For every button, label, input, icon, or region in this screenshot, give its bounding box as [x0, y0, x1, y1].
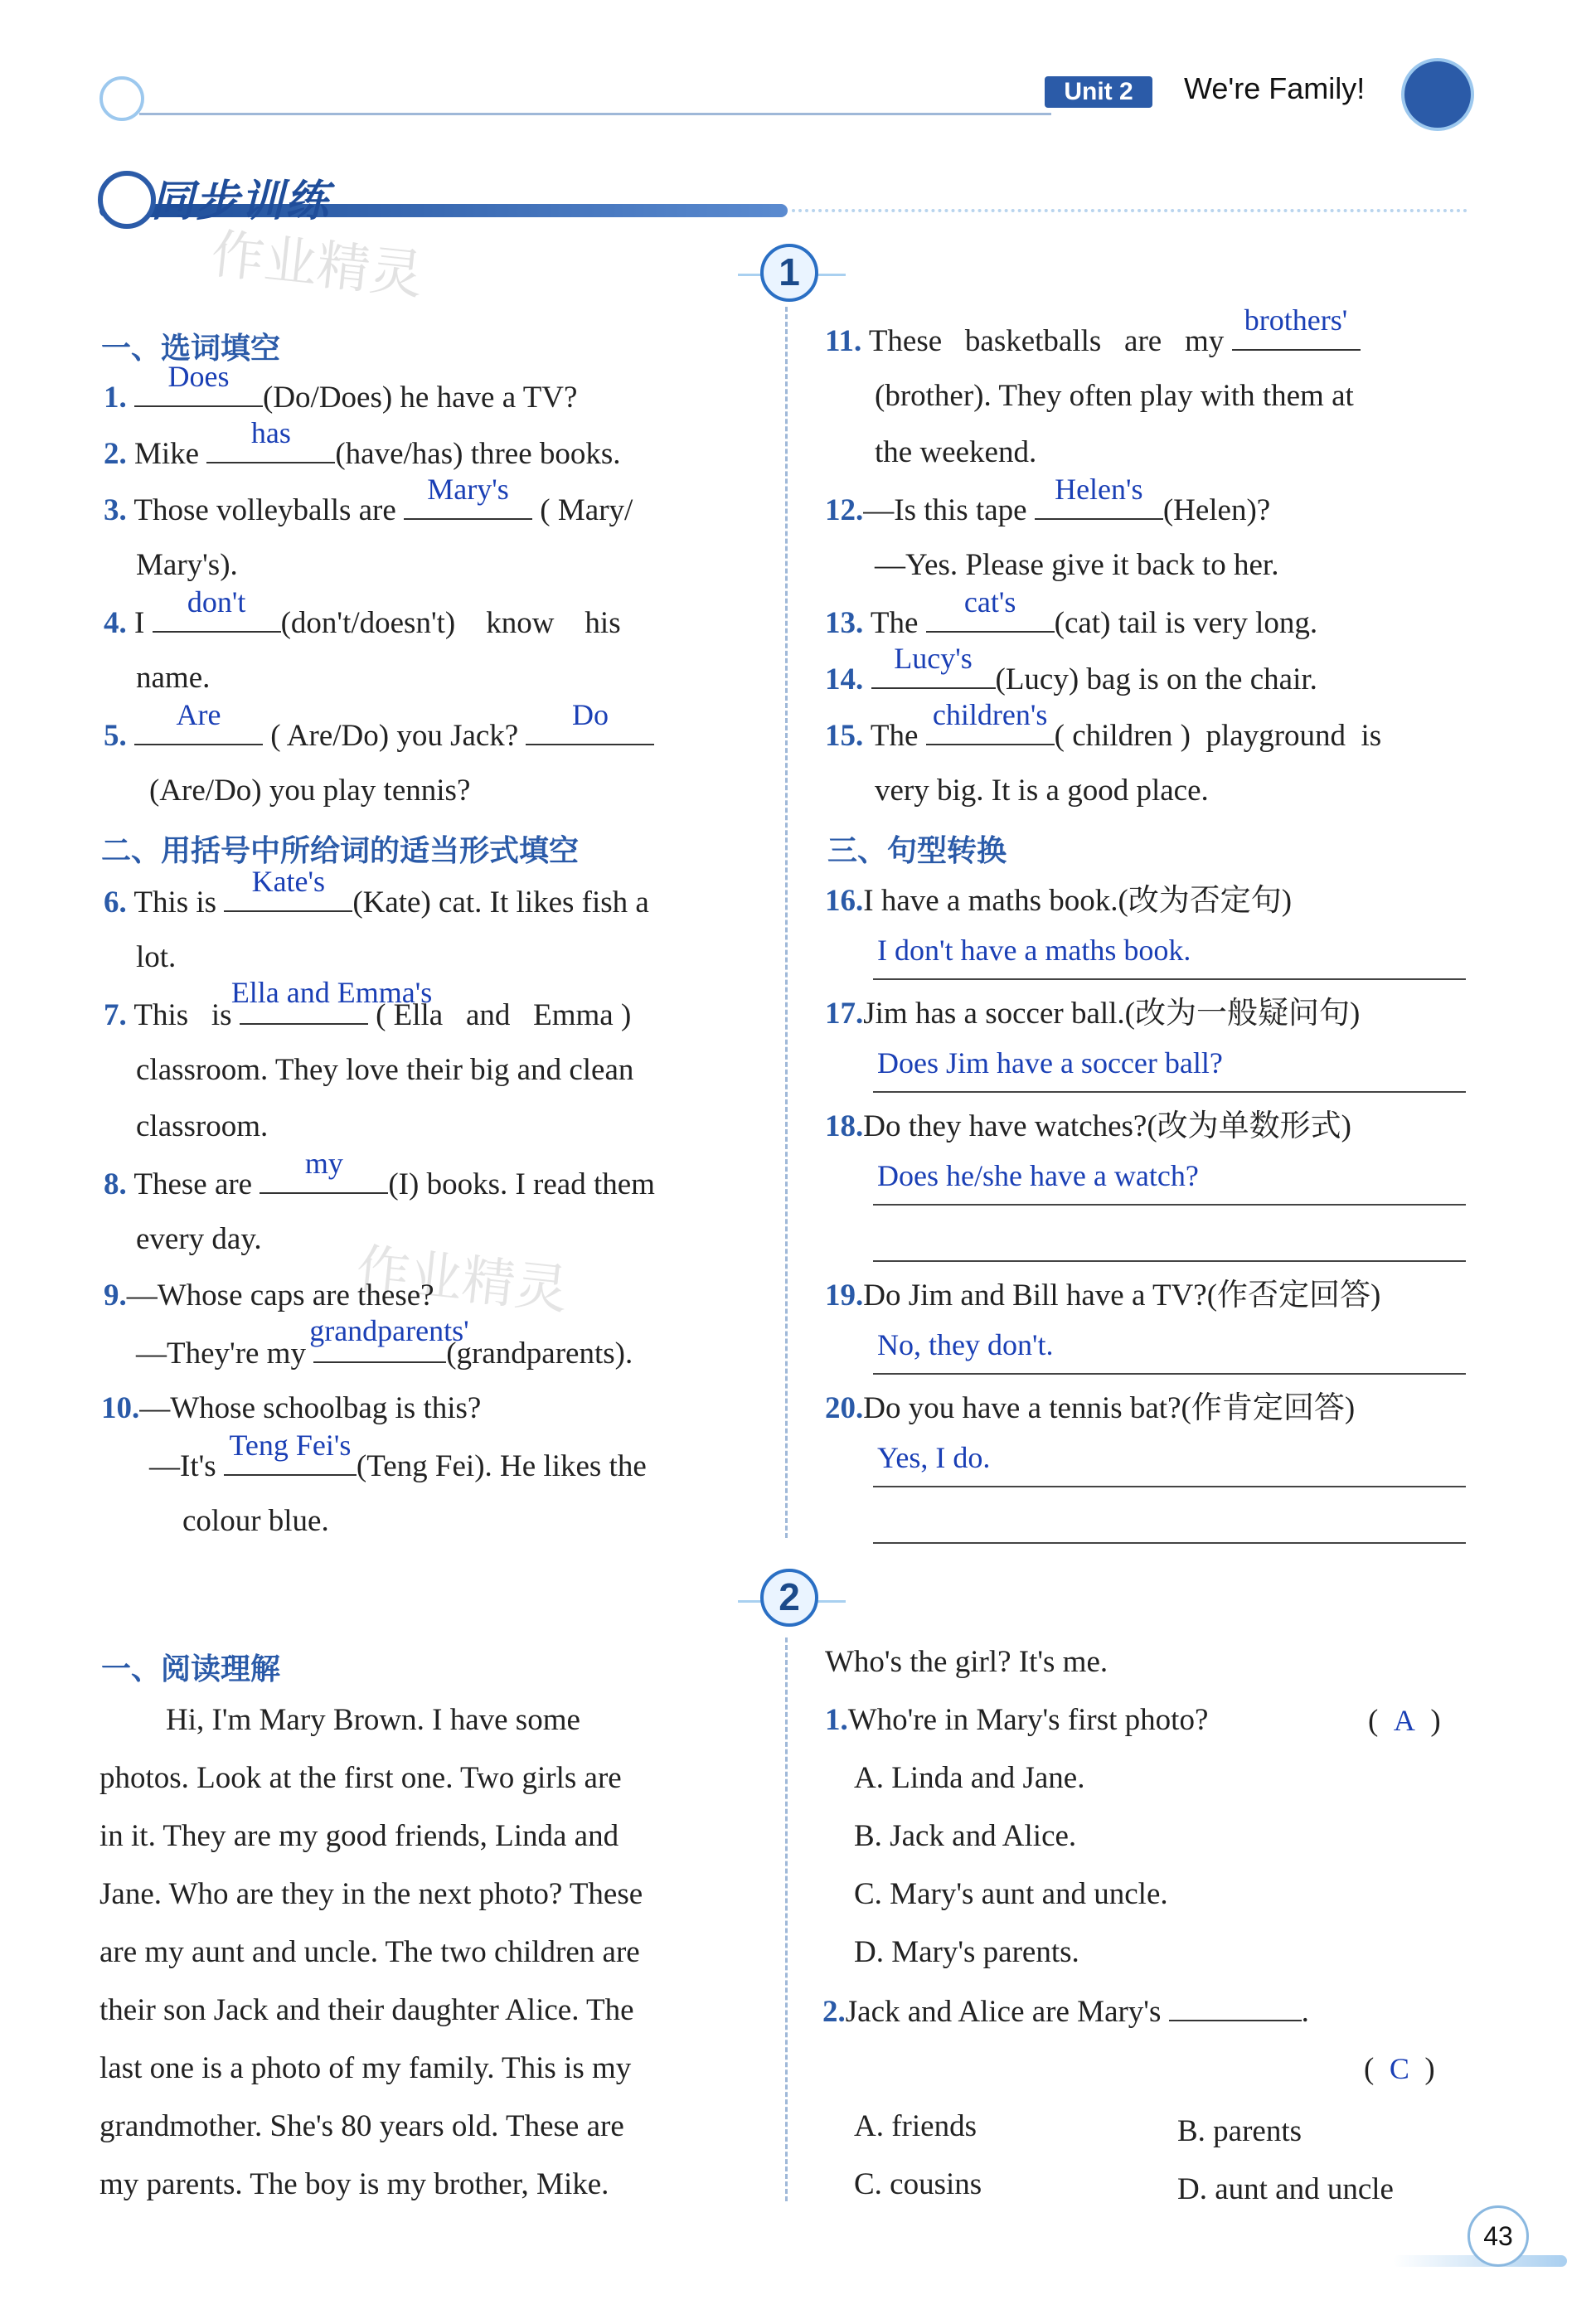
question-7-cont1: classroom. They love their big and clean [136, 1053, 634, 1087]
answer-16: I don't have a maths book. [877, 934, 1191, 967]
answer-14: Lucy's [894, 642, 973, 675]
mc-answer-box-2: ( C ) [1364, 2052, 1435, 2086]
passage-line: Jane. Who are they in the next photo? These [99, 1877, 643, 1911]
mc-answer-box-1: ( A ) [1368, 1704, 1441, 1738]
mc1-option-a: A. Linda and Jane. [854, 1761, 1085, 1795]
answer-12: Helen's [1055, 473, 1143, 506]
passage-line: photos. Look at the first one. Two girls are [99, 1761, 622, 1795]
heading-select-fill: 一、选词填空 [101, 332, 281, 366]
question-4-cont: name. [136, 661, 211, 695]
question-10: 10.—Whose schoolbag is this? [101, 1391, 482, 1425]
answer-line-20b [873, 1542, 1466, 1544]
heading-transform: 三、句型转换 [827, 834, 1007, 868]
answer-line-17 [873, 1091, 1466, 1093]
section-mark-1: 1 [760, 244, 818, 302]
question-2: 2. Mike has (have/has) three books. [104, 434, 621, 473]
mc-answer-2: C [1389, 2052, 1409, 2085]
question-10-cont: —It's Teng Fei's (Teng Fei). He likes the [149, 1446, 647, 1486]
passage-line: my parents. The boy is my brother, Mike. [99, 2167, 609, 2201]
question-13: 13. The cat's (cat) tail is very long. [825, 603, 1317, 643]
banner-dotted-rule [792, 209, 1467, 212]
question-8: 8. These are my (I) books. I read them [104, 1164, 655, 1204]
question-11-cont1: (brother). They often play with them at [875, 379, 1354, 413]
question-10-cont2: colour blue. [182, 1504, 329, 1538]
page-number: 43 [1467, 2205, 1529, 2267]
question-9-cont: —They're my grandparents' (grandparents). [136, 1333, 633, 1373]
section-mark-2: 2 [760, 1569, 818, 1627]
answer-3: Mary's [427, 473, 509, 506]
answer-4: don't [187, 585, 246, 619]
mc2-option-b: B. parents [1177, 2114, 1303, 2148]
mc2-option-c: C. cousins [854, 2167, 982, 2201]
question-12-cont: —Yes. Please give it back to her. [875, 548, 1279, 582]
question-9: 9.—Whose caps are these? [104, 1278, 434, 1312]
answer-line-16 [873, 978, 1466, 980]
mc-question-2: 2.Jack and Alice are Mary's . [822, 1992, 1309, 2031]
mc-question-1: 1.Who're in Mary's first photo? [825, 1703, 1209, 1737]
mc2-option-a: A. friends [854, 2109, 977, 2143]
heading-reading: 一、阅读理解 [101, 1652, 281, 1686]
question-16: 16.I have a maths book.(改为否定句) [825, 884, 1293, 918]
answer-2: has [250, 416, 291, 449]
question-5: 5. Are ( Are/Do) you Jack? Do [104, 716, 654, 755]
question-3: 3. Those volleyballs are Mary's ( Mary/ [104, 490, 633, 530]
answer-line-18a [873, 1204, 1466, 1206]
answer-15: children's [932, 698, 1048, 731]
answer-line-19 [873, 1373, 1466, 1375]
mc1-option-b: B. Jack and Alice. [854, 1819, 1077, 1853]
question-5-cont: (Are/Do) you play tennis? [149, 774, 471, 808]
answer-5b: Do [571, 698, 609, 731]
question-17: 17.Jim has a soccer ball.(改为一般疑问句) [825, 997, 1361, 1031]
question-6: 6. This is Kate's (Kate) cat. It likes fish a [104, 882, 649, 922]
passage-line: grandmother. She's 80 years old. These are [99, 2109, 624, 2143]
passage-end-line: Who's the girl? It's me. [825, 1645, 1108, 1679]
answer-10: Teng Fei's [229, 1429, 352, 1462]
answer-19: No, they don't. [877, 1328, 1054, 1361]
mc1-option-c: C. Mary's aunt and uncle. [854, 1877, 1168, 1911]
column-divider-2 [785, 1637, 788, 2201]
question-7-cont2: classroom. [136, 1109, 269, 1143]
question-18: 18.Do they have watches?(改为单数形式) [825, 1109, 1351, 1143]
question-15-cont: very big. It is a good place. [875, 774, 1209, 808]
question-12: 12.—Is this tape Helen's (Helen)? [825, 490, 1270, 530]
answer-1: Does [167, 360, 230, 393]
unit-title: We're Family! [1184, 71, 1366, 105]
question-15: 15. The children's ( children ) playground is [825, 716, 1381, 755]
answer-8: my [304, 1147, 343, 1180]
question-14: 14. Lucy's (Lucy) bag is on the chair. [825, 659, 1317, 699]
question-8-cont: every day. [136, 1222, 262, 1256]
answer-20: Yes, I do. [877, 1441, 991, 1474]
header-rule [139, 113, 1051, 115]
passage-line: last one is a photo of my family. This is my [99, 2051, 632, 2085]
answer-6: Kate's [251, 865, 326, 898]
question-4: 4. I don't (don't/doesn't) know his [104, 603, 621, 643]
question-11-cont2: the weekend. [875, 435, 1037, 469]
mc2-option-d: D. aunt and uncle [1177, 2172, 1394, 2206]
passage-line: are my aunt and uncle. The two children are [99, 1935, 640, 1969]
question-19: 19.Do Jim and Bill have a TV?(作否定回答) [825, 1278, 1381, 1312]
header-swirl-icon [99, 76, 144, 121]
passage-line: in it. They are my good friends, Linda and [99, 1819, 619, 1853]
mc1-option-d: D. Mary's parents. [854, 1935, 1079, 1969]
question-7: 7. This is Ella and Emma's ( Ella and Emma ) [104, 995, 631, 1035]
question-11: 11. These basketballs are my brothers' [825, 321, 1361, 361]
answer-line-20a [873, 1486, 1466, 1487]
answer-9: grandparents' [309, 1314, 469, 1347]
banner-title: 同步训练 [151, 177, 331, 226]
column-divider [785, 307, 788, 1538]
mc-answer-1: A [1393, 1704, 1415, 1737]
question-6-cont: lot. [136, 940, 177, 974]
watermark: 作业精灵 [208, 223, 426, 308]
question-20: 20.Do you have a tennis bat?(作肯定回答) [825, 1391, 1356, 1425]
answer-18: Does he/she have a watch? [877, 1159, 1199, 1192]
unit-badge: Unit 2 [1045, 76, 1152, 108]
passage-line: their son Jack and their daughter Alice. The [99, 1993, 634, 2027]
watermark-mid: 作业精灵 [353, 1238, 571, 1322]
publisher-logo-icon [1401, 58, 1474, 131]
passage-line: Hi, I'm Mary Brown. I have some [166, 1703, 580, 1737]
heading-word-form: 二、用括号中所给词的适当形式填空 [101, 834, 580, 868]
answer-line-18b [873, 1260, 1466, 1262]
answer-11: brothers' [1244, 303, 1348, 337]
question-1: 1. Does (Do/Does) he have a TV? [104, 377, 577, 417]
answer-5a: Are [176, 698, 221, 731]
banner-logo-icon [98, 171, 156, 229]
question-3-cont: Mary's). [136, 548, 238, 582]
answer-13: cat's [963, 585, 1016, 619]
answer-17: Does Jim have a soccer ball? [877, 1046, 1223, 1080]
answer-7: Ella and Emma's [230, 976, 433, 1009]
